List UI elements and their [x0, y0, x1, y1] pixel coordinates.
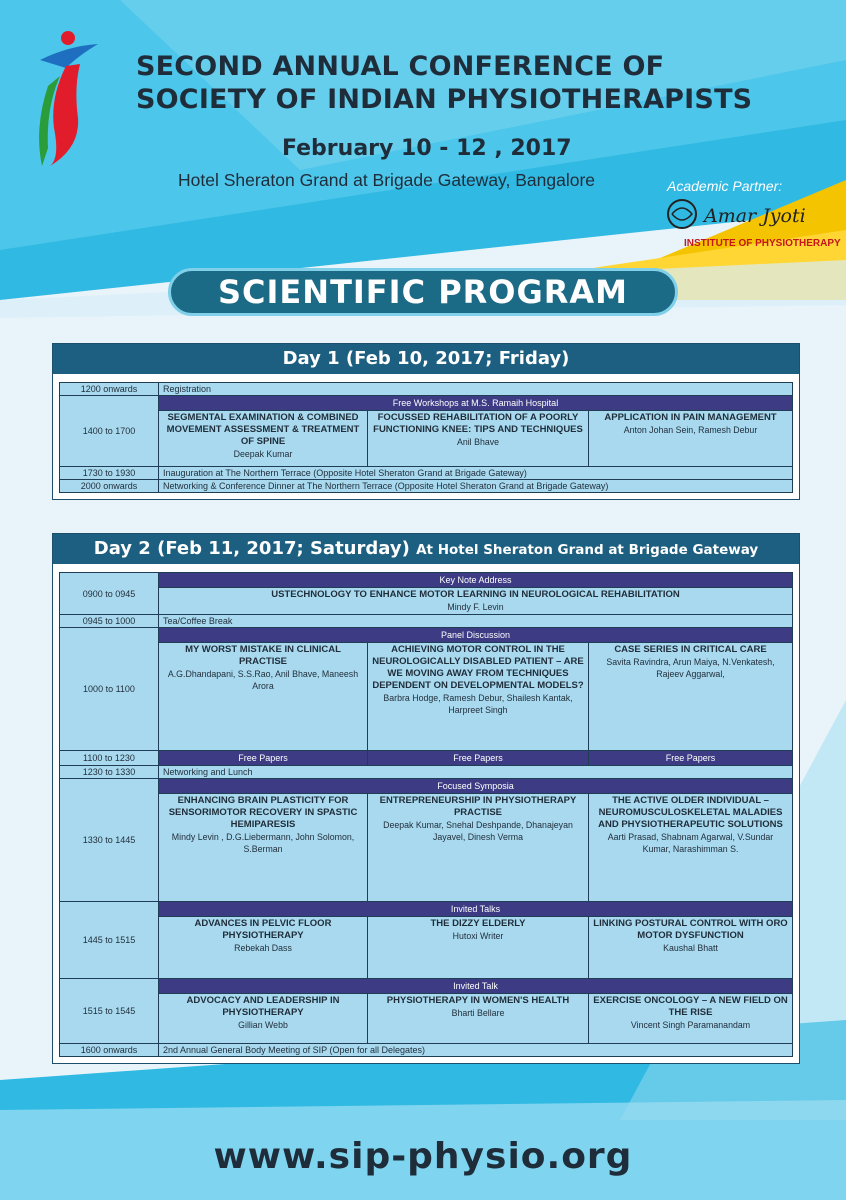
session-speaker: Kaushal Bhatt	[663, 943, 718, 953]
session-cell: Networking & Conference Dinner at The Northern Terrace (Opposite Hotel Sheraton Grand at Brigade Gateway)	[159, 480, 793, 493]
session-title: ENHANCING BRAIN PLASTICITY FOR SENSORIMOTOR RECOVERY IN SPASTIC HEMIPARESIS	[168, 795, 358, 830]
table-row	[60, 1044, 793, 1057]
session-cell	[589, 794, 793, 902]
day2-panel	[52, 533, 800, 1064]
time-cell: 1515 to 1545	[60, 979, 159, 1044]
day2-schedule-table	[59, 572, 793, 1057]
time-cell: 1330 to 1445	[60, 779, 159, 902]
day2-heading-main: Day 2 (Feb 11, 2017; Saturday)	[93, 538, 410, 559]
session-title: LINKING POSTURAL CONTROL WITH ORO MOTOR DYSFUNCTION	[593, 918, 788, 941]
table-row	[60, 573, 793, 588]
session-title: THE DIZZY ELDERLY	[430, 918, 526, 929]
sip-logo-icon	[20, 28, 100, 168]
session-cell	[159, 994, 368, 1044]
session-title: ACHIEVING MOTOR CONTROL IN THE NEUROLOGICALLY DISABLED PATIENT – ARE WE MOVING AWAY FROM TECHNIQUES DEPENDENT ON DEVELOPMENTAL MODELS?	[372, 644, 584, 691]
website-link[interactable]: www.sip-physio.org	[213, 1136, 633, 1177]
session-title: ADVOCACY AND LEADERSHIP IN PHYSIOTHERAPY	[186, 995, 340, 1018]
day1-schedule-table	[59, 382, 793, 493]
session-cell	[368, 917, 589, 979]
session-speaker: Mindy Levin , D.G.Liebermann, John Solomon, S.Berman	[171, 832, 355, 854]
session-speaker: Hutoxi Writer	[452, 931, 504, 941]
session-title: MY WORST MISTAKE IN CLINICAL PRACTISE	[185, 644, 341, 667]
session-title: THE ACTIVE OLDER INDIVIDUAL – NEUROMUSCULOSKELETAL MALADIES AND PHYSIOTHERAPEUTIC SOLUTIONS	[598, 795, 783, 830]
time-cell: 2000 onwards	[60, 480, 159, 493]
day1-panel	[52, 343, 800, 500]
session-speaker: A.G.Dhandapani, S.S.Rao, Anil Bhave, Maneesh Arora	[167, 669, 359, 691]
session-speaker: Savita Ravindra, Arun Maiya, N.Venkatesh, Rajeev Aggarwal,	[606, 657, 775, 679]
session-header: Panel Discussion	[159, 628, 793, 643]
time-cell: 1230 to 1330	[60, 766, 159, 779]
time-cell: 1445 to 1515	[60, 902, 159, 979]
session-header: Invited Talk	[159, 979, 793, 994]
conference-title	[136, 50, 836, 116]
time-cell: 0900 to 0945	[60, 573, 159, 615]
table-row	[60, 480, 793, 493]
session-cell	[159, 917, 368, 979]
session-cell	[368, 794, 589, 902]
table-row	[60, 794, 793, 902]
time-cell: 1100 to 1230	[60, 751, 159, 766]
time-cell: 1600 onwards	[60, 1044, 159, 1057]
session-cell: Inauguration at The Northern Terrace (Opposite Hotel Sheraton Grand at Brigade Gateway)	[159, 467, 793, 480]
session-speaker: Vincent Singh Paramanandam	[630, 1020, 751, 1030]
session-cell	[589, 643, 793, 751]
time-cell: 1730 to 1930	[60, 467, 159, 480]
session-speaker: Aarti Prasad, Shabnam Agarwal, V.Sundar Kumar, Narashimman S.	[607, 832, 774, 854]
day2-heading	[53, 534, 799, 564]
scientific-program-banner: SCIENTIFIC PROGRAM	[168, 268, 678, 316]
table-row	[60, 979, 793, 994]
table-row	[60, 383, 793, 396]
table-row	[60, 643, 793, 751]
session-header: Focused Symposia	[159, 779, 793, 794]
session-cell	[589, 917, 793, 979]
time-cell: 1400 to 1700	[60, 396, 159, 467]
time-cell: 1200 onwards	[60, 383, 159, 396]
table-row	[60, 588, 793, 615]
session-title: FOCUSSED REHABILITATION OF A POORLY FUNCTIONING KNEE: TIPS AND TECHNIQUES	[373, 412, 583, 435]
session-cell	[159, 643, 368, 751]
session-speaker: Deepak Kumar	[233, 449, 293, 459]
session-speaker: Anton Johan Sein, Ramesh Debur	[623, 425, 758, 435]
free-papers-cell: Free Papers	[589, 751, 793, 766]
partner-name: INSTITUTE OF PHYSIOTHERAPY	[684, 238, 841, 249]
session-speaker: Deepak Kumar, Snehal Deshpande, Dhanajeyan Jayavel, Dinesh Verma	[383, 820, 573, 842]
time-cell: 1000 to 1100	[60, 628, 159, 751]
session-cell	[159, 588, 793, 615]
session-header: Invited Talks	[159, 902, 793, 917]
free-papers-cell: Free Papers	[159, 751, 368, 766]
table-row	[60, 902, 793, 917]
session-cell: Tea/Coffee Break	[159, 615, 793, 628]
session-header: Free Workshops at M.S. Ramaih Hospital	[159, 396, 793, 411]
session-speaker: Anil Bhave	[456, 437, 500, 447]
session-header: Key Note Address	[159, 573, 793, 588]
session-title: EXERCISE ONCOLOGY – A NEW FIELD ON THE RISE	[593, 995, 788, 1018]
table-row	[60, 779, 793, 794]
day1-heading: Day 1 (Feb 10, 2017; Friday)	[53, 344, 799, 374]
session-cell	[159, 411, 368, 467]
svg-text:Amar Jyoti: Amar Jyoti	[704, 205, 806, 227]
free-papers-cell: Free Papers	[368, 751, 589, 766]
table-row	[60, 396, 793, 411]
title-line-2: SOCIETY OF INDIAN PHYSIOTHERAPISTS	[136, 84, 753, 115]
session-title: USTECHNOLOGY TO ENHANCE MOTOR LEARNING IN NEUROLOGICAL REHABILITATION	[271, 589, 680, 600]
day2-heading-venue: At Hotel Sheraton Grand at Brigade Gateway	[416, 542, 759, 558]
session-title: APPLICATION IN PAIN MANAGEMENT	[604, 412, 777, 423]
conference-venue: Hotel Sheraton Grand at Brigade Gateway, Bangalore	[178, 170, 596, 190]
session-cell	[368, 643, 589, 751]
session-speaker: Bharti Bellare	[451, 1008, 505, 1018]
table-row	[60, 411, 793, 467]
table-row	[60, 467, 793, 480]
table-row	[60, 917, 793, 979]
table-row	[60, 628, 793, 643]
session-cell	[589, 411, 793, 467]
table-row	[60, 751, 793, 766]
session-title: CASE SERIES IN CRITICAL CARE	[614, 644, 767, 655]
session-speaker: Mindy F. Levin	[447, 602, 504, 612]
table-row	[60, 994, 793, 1044]
session-cell	[159, 794, 368, 902]
session-title: ENTREPRENEURSHIP IN PHYSIOTHERAPY PRACTISE	[379, 795, 577, 818]
academic-partner-label: Academic Partner:	[667, 178, 783, 194]
session-title: SEGMENTAL EXAMINATION & COMBINED MOVEMENT ASSESSMENT & TREATMENT OF SPINE	[166, 412, 360, 447]
session-speaker: Barbra Hodge, Ramesh Debur, Shailesh Kantak, Harpreet Singh	[383, 693, 573, 715]
session-cell: 2nd Annual General Body Meeting of SIP (Open for all Delegates)	[159, 1044, 793, 1057]
time-cell: 0945 to 1000	[60, 615, 159, 628]
table-row	[60, 766, 793, 779]
session-cell	[368, 411, 589, 467]
session-speaker: Rebekah Dass	[234, 943, 292, 953]
session-cell: Networking and Lunch	[159, 766, 793, 779]
conference-date: February 10 - 12 , 2017	[282, 136, 572, 161]
session-speaker: Gillian Webb	[238, 1020, 288, 1030]
session-title: ADVANCES IN PELVIC FLOOR PHYSIOTHERAPY	[194, 918, 332, 941]
table-row	[60, 615, 793, 628]
session-cell: Registration	[159, 383, 793, 396]
session-cell	[368, 994, 589, 1044]
title-line-1: SECOND ANNUAL CONFERENCE OF	[136, 51, 665, 82]
session-title: PHYSIOTHERAPY IN WOMEN'S HEALTH	[386, 995, 570, 1006]
session-cell	[589, 994, 793, 1044]
